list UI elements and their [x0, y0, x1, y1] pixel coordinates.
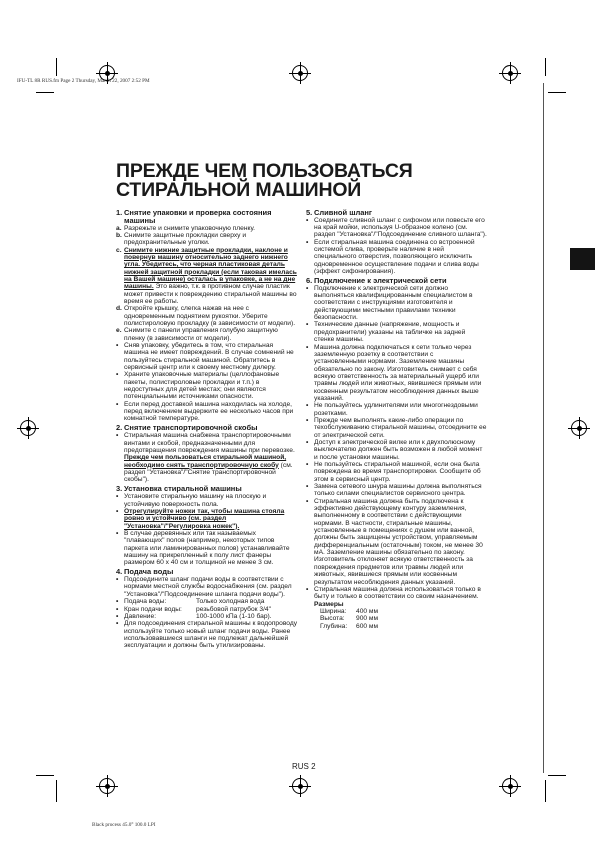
print-footer: Black process 45.0° 100.0 LPI — [92, 822, 156, 828]
warning-text: Снимите нижние защитные прокладки, наклоне и повернув машину относительно заднего нижнего угла. Убедитесь, что черная пластиковая деталь нижней защитной прокладки (если таковая имелась на Вашей машине) осталась в упаковке, а не на дне машины. — [124, 246, 297, 291]
list-item: • Установите стиральную машину на плоскую и устойчивую поверхность пола. — [116, 493, 267, 508]
section-heading-installation: 3. Установка стиральной машины — [116, 484, 242, 494]
list-item: • Машина должна подключаться к сети только через заземленную розетку в соответствии с установленными нормами. Заземление машины обязательно по закону. Изготовитель снимает с себя всякую ответственность за материальный ущерб или травмы людей или животных, явившиеся прямым или косвенным результатом несоблюдения данных выше указаний. — [306, 343, 482, 402]
section-heading-electrical: 6. Подключение к электрической сети — [306, 275, 447, 285]
list-item: • Подсоедините шланг подачи воды в соответствии с нормами местной службы водоснабжения (см. раздел "Установка"/"Подсоединение шланга подачи воды"). — [116, 576, 292, 598]
list-item: • Сняв упаковку, убедитесь в том, что стиральная машина не имеет повреждений. В случае сомнений не пользуйтесь стиральной машиной. Обратитесь в сервисный центр или к своему местному дилеру. — [116, 342, 294, 372]
list-item: • Стиральная машина должна быть подключена к эффективно действующему контуру заземления, выполненному в соответствии с действующими нормами. В частности, стиральные машины, установленные в помещениях с душем или ванной, должны быть защищены устройством, управляемым дифференциальным (остаточным) током, не менее 30 мА. Заземление машины обязательно по закону. Изготовитель отклоняет всякую ответственность за повреждения предметов или травмы людей или животных, явившиеся прямым или косвенным результатом несоблюдения данных указаний. — [306, 497, 483, 586]
section-heading-water-supply: 4. Подача воды — [116, 567, 174, 577]
section-heading-drain-hose: 5. Сливной шланг — [306, 207, 373, 217]
list-item: • Если стиральная машина соединена со встроенной системой слива, проверьте наличие в ней специального отверстия, позволяющего исключить одновременное осуществление подачи и слива воды (эффект сифонирования). — [306, 238, 479, 275]
dimensions-table — [320, 608, 487, 630]
section-heading-transport-bracket: 2. Снятие транспортировочной скобы — [116, 423, 258, 433]
registration-mark-icon — [99, 778, 115, 794]
crop-mark-top-left — [56, 58, 57, 76]
dimensions-title: Размеры — [314, 600, 344, 608]
list-item: • Храните упаковочные материалы (целлофановые пакеты, полистироловые прокладки и т.п.) в недоступных для детей местах; они являются потенциальными источниками опасности. — [116, 371, 280, 401]
list-item: c. Снимите нижние защитные прокладки, наклоне и повернув машину относительно заднего нижнего угла. Убедитесь, что черная пластиковая деталь нижней защитной прокладки (если таковая имелась на Вашей машине) осталась в упаковке, а не на дне машины. Это важно, т.к. в противном случае пластик может привести к повреждению стиральной машины во время ее работы. — [116, 246, 297, 305]
list-item: a. Разрежьте и снимите упаковочную пленку. — [116, 224, 255, 232]
page-title — [116, 162, 446, 200]
crop-mark-top-right — [545, 58, 546, 76]
list-item: • Давление: 100-1000 кПа (1-10 бар). — [116, 612, 272, 620]
registration-mark-icon — [571, 420, 587, 436]
list-item: • Отрегулируйте ножки так, чтобы машина стояла ровно и устойчиво (см. раздел "Установка"/"Регулировка ножек"). — [116, 507, 285, 530]
list-item: • Доступ к электрической вилке или к двухполюсному выключателю должен быть возможен в любой момент и после установки машины. — [306, 438, 483, 461]
list-item: • Замена сетевого шнура машины должна выполняться только силами специалистов сервисного центра. — [306, 483, 482, 498]
print-header: IFU-TL 8R RUS.fm Page 2 Thursday, March 22, 2007 2:52 PM — [17, 78, 150, 84]
list-item: • Подключение к электрической сети должно выполняться квалифицированным специалистом в соответствии с инструкциями изготовителя и действующими местными правилами техники безопасности. — [306, 284, 473, 322]
crop-mark-left-top — [36, 92, 54, 93]
registration-mark-icon — [502, 65, 518, 81]
page-title-line-2: СТИРАЛЬНОЙ МАШИНОЙ — [116, 179, 362, 201]
crop-mark-bottom-right — [545, 780, 546, 802]
registration-mark-icon — [292, 778, 308, 794]
list-item: • Не пользуйтесь стиральной машиной, если она была повреждена во время транспортировки. Сообщите об этом в сервисный центр. — [306, 461, 481, 483]
left-column — [116, 207, 297, 650]
page-margin-rule — [543, 83, 544, 773]
dimension-row: Ширина: 400 мм — [320, 607, 379, 615]
crop-mark-right-bottom — [548, 775, 566, 776]
list-item: • Стиральная машина должна использоваться только в быту и только в соответствии со своим назначением. — [306, 585, 481, 601]
section-heading-unpacking: 1. Снятие упаковки и проверка состояния машины — [116, 207, 272, 225]
list-item: • Не пользуйтесь удлинителями или многогнездовыми розетками. — [306, 402, 478, 417]
list-item: • Для подсоединения стиральной машины к водопроводу используйте только новый шланг подачи воды. Ранее использовавшиеся шланги не подлежат дальнейшей эксплуатации и должны быть утилизированы. — [116, 620, 298, 650]
list-item: d. Откройте крышку, слегка нажав на нее с одновременным поднятием рукоятки. Уберите полистироловую прокладку (в зависимости от модели). — [116, 305, 296, 327]
right-column — [306, 207, 487, 630]
list-item: e. Снимите с панели управления голубую защитную пленку (в зависимости от модели). — [116, 327, 278, 342]
page-title-line-1: ПРЕЖДЕ ЧЕМ ПОЛЬЗОВАТЬСЯ — [116, 160, 413, 182]
list-item: • Соедините сливной шланг с сифоном или повесьте его на край мойки, используя U-образное колено (см. раздел "Установка"/"Подсоединение сливного шланга"). — [306, 216, 487, 239]
crop-mark-bottom-left — [56, 780, 57, 802]
list-item: • Если перед доставкой машина находилась на холоде, перед включением выдержите ее несколько часов при комнатной температуре. — [116, 400, 294, 423]
list-item: b. Снимите защитные прокладки сверху и предохранительные уголки. — [116, 231, 247, 247]
list-item: • Стиральная машина снабжена транспортировочными винтами и скобой, предназначенными для предотвращения повреждения машины при перевозке. Прежде чем пользоваться стиральной машиной, необходимо снять транспортировочную скобу (см. раздел "Установка"/"Снятие транспортировочной скобы"). — [116, 432, 295, 484]
registration-mark-icon — [99, 65, 115, 81]
registration-mark-icon — [292, 65, 308, 81]
page-number: RUS 2 — [292, 762, 316, 771]
list-item: • Подача воды: Только холодная вода — [116, 598, 265, 606]
list-item: • В случае деревянных или так называемых "плавающих" полов (например, некоторых типов паркета или ламинированных полов) устанавливайте машину на прикрепленный к полу лист фанеры размером 60 x 40 см и толщиной не менее 3 см. — [116, 529, 290, 567]
dimension-row: Глубина: 600 мм — [320, 622, 379, 630]
crop-mark-right-top — [548, 92, 566, 93]
section-thumb-tab — [570, 248, 595, 270]
list-item: • Прежде чем выполнять какие-либо операции по техобслуживанию стиральной машины, отсоедините ее от электрической сети. — [306, 416, 487, 439]
registration-mark-icon — [20, 420, 36, 436]
registration-mark-icon — [502, 778, 518, 794]
list-item: • Технические данные (напряжение, мощность и предохранители) указаны на табличке на задней стенке машины. — [306, 321, 466, 344]
list-item: • Кран подачи воды: резьбовой патрубок 3/4" — [116, 605, 271, 613]
dimension-row: Высота: 900 мм — [320, 615, 379, 623]
crop-mark-left-bottom — [36, 775, 54, 776]
